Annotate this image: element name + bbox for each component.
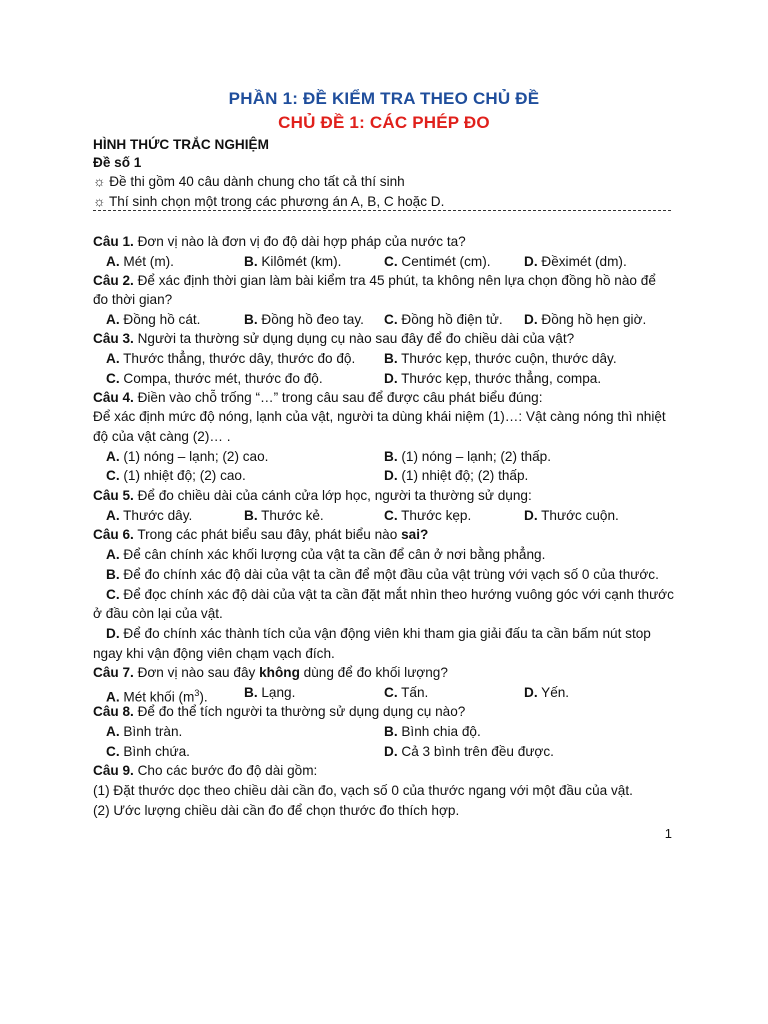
option-a — [106, 350, 355, 368]
option-text: Kilômét (km). — [257, 254, 342, 269]
page-number: 1 — [664, 826, 672, 841]
option-letter: B. — [244, 254, 258, 269]
option-text: Bình chứa. — [119, 744, 190, 759]
question-number: Câu 5. — [93, 488, 134, 503]
question-2 — [93, 272, 656, 290]
question-text: Để đo chiều dài của cánh cửa lớp học, người ta thường sử dụng: — [133, 488, 532, 503]
option-letter: D. — [524, 685, 538, 700]
question-number: Câu 1. — [93, 234, 134, 249]
question-text-cont: đo thời gian? — [93, 292, 173, 307]
option-text: Thước kẹp. — [397, 508, 472, 523]
question-5 — [93, 487, 532, 505]
option-text: Lạng. — [257, 685, 296, 700]
option-text: Để cân chính xác khối lượng của vật ta cần để cân ở nơi bằng phẳng. — [119, 547, 546, 562]
option-text: Để đo chính xác độ dài của vật ta cần để một đầu của vật trùng với vạch số 0 của thước. — [119, 567, 659, 582]
option-b — [384, 448, 551, 466]
option-d — [384, 743, 554, 761]
question-text-end: dùng để đo khối lượng? — [299, 665, 448, 680]
option-c — [106, 743, 190, 761]
option-text: Để đọc chính xác độ dài của vật ta cần đặt mắt nhìn theo hướng vuông góc với cạnh thước — [119, 587, 674, 602]
option-d — [524, 684, 569, 702]
option-b — [106, 566, 659, 584]
question-text: Đơn vị nào sau đây — [133, 665, 260, 680]
option-letter: B. — [384, 724, 398, 739]
option-letter: A. — [106, 508, 120, 523]
option-c — [384, 507, 471, 525]
option-letter: D. — [106, 626, 120, 641]
option-b — [244, 253, 341, 271]
option-letter: C. — [106, 744, 120, 759]
option-d — [384, 370, 601, 388]
option-letter: A. — [106, 547, 120, 562]
page-title: PHẦN 1: ĐỀ KIỂM TRA THEO CHỦ ĐỀ — [228, 89, 540, 108]
question-number: Câu 4. — [93, 390, 134, 405]
question-text: Cho các bước đo độ dài gồm: — [133, 763, 318, 778]
option-text: Thước dây. — [119, 508, 193, 523]
option-letter: D. — [524, 254, 538, 269]
question-text: Trong các phát biểu sau đây, phát biểu nào — [133, 527, 402, 542]
question-number: Câu 8. — [93, 704, 134, 719]
option-a — [106, 723, 182, 741]
option-d — [106, 625, 651, 643]
option-letter: C. — [384, 685, 398, 700]
option-letter: D. — [384, 468, 398, 483]
question-number: Câu 2. — [93, 273, 134, 288]
question-text: Đơn vị nào là đơn vị đo độ dài hợp pháp của nước ta? — [133, 234, 466, 249]
question-number: Câu 7. — [93, 665, 134, 680]
option-text: Thước thẳng, thước dây, thước đo độ. — [119, 351, 356, 366]
option-text: Thước cuộn. — [537, 508, 619, 523]
note-line-1: ☼ Đề thi gồm 40 câu dành chung cho tất cả thí sinh — [93, 174, 405, 189]
option-a — [106, 507, 192, 525]
option-letter: D. — [524, 312, 538, 327]
option-text: Đồng hồ điện tử. — [397, 312, 503, 327]
option-text: Bình chia độ. — [397, 724, 481, 739]
question-1 — [93, 233, 466, 251]
exam-number: Đề số 1 — [93, 155, 142, 170]
option-text: Mét khối (m — [119, 689, 195, 705]
option-a — [106, 253, 174, 271]
option-text: Đồng hồ cát. — [119, 312, 201, 327]
option-letter: A. — [106, 254, 120, 269]
option-letter: B. — [244, 685, 258, 700]
option-text: Đồng hồ đeo tay. — [257, 312, 364, 327]
option-letter: D. — [384, 744, 398, 759]
option-b — [384, 350, 617, 368]
option-c — [384, 684, 428, 702]
question-7 — [93, 664, 448, 682]
option-b — [244, 311, 364, 329]
option-text-cont: ở đầu còn lại của vật. — [93, 606, 223, 621]
option-text: Tấn. — [397, 685, 429, 700]
option-d — [524, 507, 619, 525]
option-text: Yến. — [537, 685, 570, 700]
option-b — [384, 723, 481, 741]
form-heading: HÌNH THỨC TRẮC NGHIỆM — [93, 137, 269, 152]
note-line-2: ☼ Thí sinh chọn một trong các phương án A, B, C hoặc D. — [93, 194, 445, 209]
option-a — [106, 546, 545, 564]
emphasis-word: sai? — [401, 527, 429, 542]
option-text: Compa, thước mét, thước đo độ. — [119, 371, 323, 386]
option-letter: B. — [106, 567, 120, 582]
option-c — [384, 253, 491, 271]
option-letter: A. — [106, 312, 120, 327]
emphasis-word: không — [259, 665, 300, 680]
question-9 — [93, 762, 317, 780]
question-8 — [93, 703, 465, 721]
option-text: (1) nóng – lạnh; (2) thấp. — [397, 449, 551, 464]
option-d — [524, 253, 627, 271]
superscript: 3 — [194, 688, 200, 698]
option-letter: D. — [384, 371, 398, 386]
question-4 — [93, 389, 543, 407]
option-c — [384, 311, 503, 329]
option-text: Bình tràn. — [119, 724, 183, 739]
option-letter: A. — [106, 351, 120, 366]
option-d — [384, 467, 528, 485]
option-text: Mét (m). — [119, 254, 174, 269]
option-text: (1) nhiệt độ; (2) cao. — [119, 468, 246, 483]
topic-title: CHỦ ĐỀ 1: CÁC PHÉP ĐO — [278, 113, 490, 132]
option-a — [106, 448, 268, 466]
question-text: Để đo thể tích người ta thường sử dụng dụng cụ nào? — [133, 704, 466, 719]
option-letter: B. — [384, 449, 398, 464]
option-text: Thước kẻ. — [257, 508, 324, 523]
question-3 — [93, 330, 574, 348]
question-text-cont: độ của vật càng (2)… . — [93, 429, 231, 444]
question-6 — [93, 526, 428, 544]
option-text: Thước kẹp, thước thẳng, compa. — [397, 371, 602, 386]
option-text: Để đo chính xác thành tích của vận động viên khi tham gia giải đấu ta cần bấm nút stop — [119, 626, 651, 641]
option-letter: A. — [106, 724, 120, 739]
option-c — [106, 467, 246, 485]
option-text: Centimét (cm). — [397, 254, 491, 269]
option-letter: B. — [244, 312, 258, 327]
option-b — [244, 684, 295, 702]
option-text: Đềximét (dm). — [537, 254, 627, 269]
divider — [93, 210, 671, 211]
option-text: Đồng hồ hẹn giờ. — [537, 312, 647, 327]
option-d — [524, 311, 646, 329]
option-text-end: ). — [199, 689, 208, 705]
option-letter: C. — [106, 371, 120, 386]
option-letter: C. — [384, 508, 398, 523]
question-number: Câu 9. — [93, 763, 134, 778]
option-text-cont: ngay khi vận động viên chạm vạch đích. — [93, 646, 335, 661]
option-text: (1) nhiệt độ; (2) thấp. — [397, 468, 529, 483]
question-number: Câu 3. — [93, 331, 134, 346]
option-text: Cả 3 bình trên đều được. — [397, 744, 554, 759]
step-2: (2) Ước lượng chiều dài cần đo để chọn thước đo thích hợp. — [93, 803, 460, 818]
option-c — [106, 586, 674, 604]
question-number: Câu 6. — [93, 527, 134, 542]
question-text: Để xác định thời gian làm bài kiểm tra 45 phút, ta không nên lựa chọn đồng hồ nào để — [133, 273, 656, 288]
question-text: Người ta thường sử dụng dụng cụ nào sau đây để đo chiều dài của vật? — [133, 331, 575, 346]
step-1: (1) Đặt thước dọc theo chiều dài cần đo, vạch số 0 của thước ngang với một đầu của vật. — [93, 783, 633, 798]
option-text: Thước kẹp, thước cuộn, thước dây. — [397, 351, 617, 366]
option-letter: C. — [106, 587, 120, 602]
option-letter: C. — [106, 468, 120, 483]
option-letter: C. — [384, 312, 398, 327]
option-text: (1) nóng – lạnh; (2) cao. — [119, 449, 269, 464]
option-letter: D. — [524, 508, 538, 523]
option-letter: A. — [106, 689, 120, 705]
option-letter: B. — [244, 508, 258, 523]
option-letter: C. — [384, 254, 398, 269]
question-text: Điền vào chỗ trống “…” trong câu sau để được câu phát biểu đúng: — [133, 390, 543, 405]
option-letter: B. — [384, 351, 398, 366]
question-text-cont: Để xác định mức độ nóng, lạnh của vật, người ta dùng khái niệm (1)…: Vật càng nóng thì nhiệt — [93, 409, 666, 424]
option-b — [244, 507, 324, 525]
option-letter: A. — [106, 449, 120, 464]
option-a — [106, 311, 200, 329]
option-c — [106, 370, 323, 388]
